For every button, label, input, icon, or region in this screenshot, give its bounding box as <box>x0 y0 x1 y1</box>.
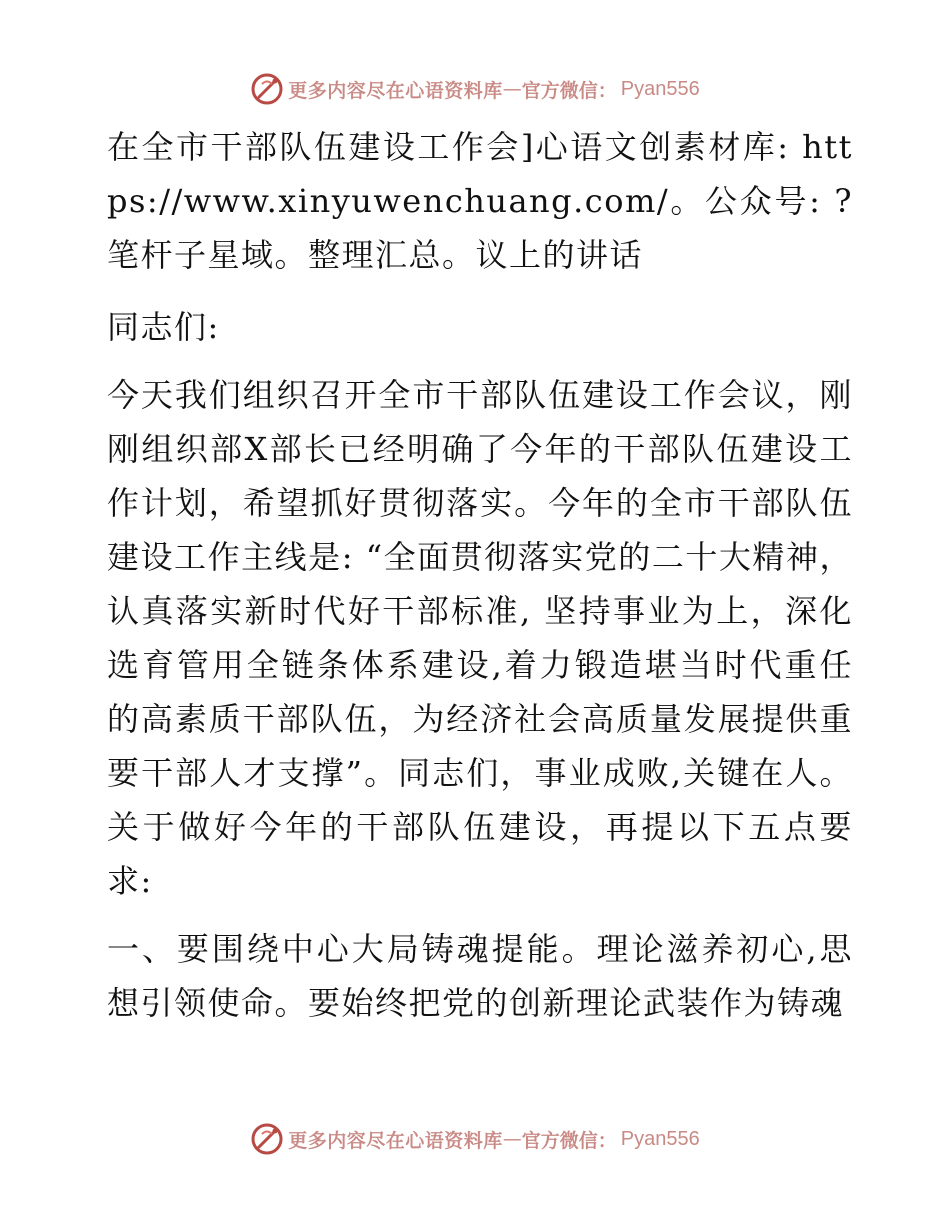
watermark-wechat-label: 官方微信： <box>521 79 617 102</box>
watermark-wechat-label: 官方微信： <box>521 1129 617 1152</box>
body-paragraph: 今天我们组织召开全市干部队伍建设工作会议，刚刚组织部X部长已经明确了今年的干部队伍建设工作计划，希望抓好贯彻落实。今年的全市干部队伍建设工作主线是: “全面贯彻落实党的二十大精神，认真落实新时代好干部标准, 坚持事业为上，深化选育管用全链条体系建设,着力锻造堪当时代重任的高素质干部队伍，为经济社会高质量发展提供重要干部人才支撑”。同志们，事业成败,关键在人。关于做好今年的干部队伍建设，再提以下五点要求: <box>107 376 853 900</box>
header-watermark <box>0 72 950 106</box>
watermark-separator: — <box>502 78 522 100</box>
footer-watermark <box>0 1122 950 1156</box>
watermark-brand-text: 更多内容尽在心语资料库 <box>288 79 503 102</box>
brand-logo-icon <box>250 1122 284 1156</box>
document-title: 在全市干部队伍建设工作会]心语文创素材库: https://www.xinyuwenchuang.com/。公众号: ?笔杆子星域。整理汇总。议上的讲话 <box>107 128 853 274</box>
brand-logo-icon <box>250 72 284 106</box>
watermark-separator: — <box>502 1128 522 1150</box>
watermark-wechat-id: Pyan556 <box>620 1127 700 1150</box>
watermark-wechat-id: Pyan556 <box>620 77 700 100</box>
body-paragraph: 一、要围绕中心大局铸魂提能。理论滋养初心,思想引领使命。要始终把党的创新理论武装作为铸魂 <box>107 930 853 1022</box>
watermark-brand-text: 更多内容尽在心语资料库 <box>288 1129 503 1152</box>
salutation: 同志们: <box>107 308 220 346</box>
document-body <box>97 120 853 1044</box>
